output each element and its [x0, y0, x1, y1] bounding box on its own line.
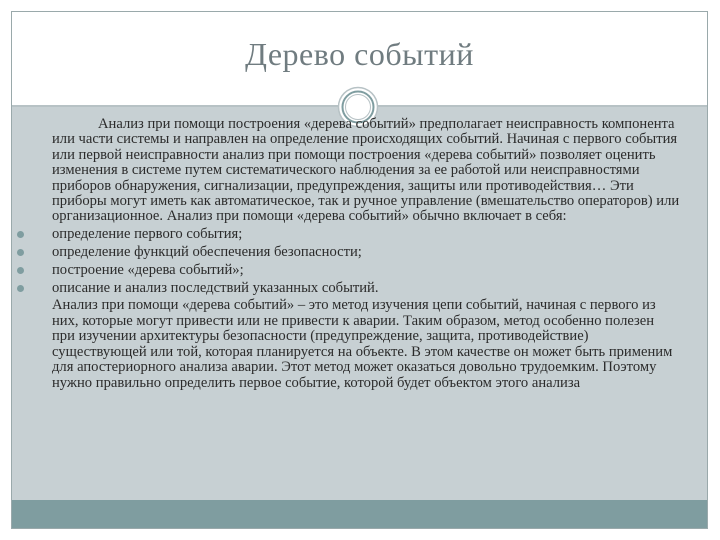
- slide-body: [40, 117, 680, 391]
- list-item: [40, 245, 680, 260]
- conclusion-paragraph: Анализ при помощи «дерева событий» – это метод изучения цепи событий, начиная с первого из них, которые могут привести или не привести к аварии. Таким образом, метод особенно полезен при изучении архитектуры безопасности (предупреждение, защита, противодействие) существующей или той, которая планируется на объекте. В этом качестве он может быть применим для апостериорного анализа аварии. Этот метод может оказаться довольно трудоемким. Поэтому нужно правильно определить первое событие, которой будет объектом этого анализа: [52, 297, 673, 391]
- list-item: [40, 281, 680, 296]
- list-item: [40, 227, 680, 242]
- list-item-text: построение «дерева событий»;: [52, 261, 244, 278]
- slide-title: Дерево событий: [245, 36, 474, 72]
- list-item-text: определение первого события;: [52, 225, 243, 242]
- list-item: [40, 263, 680, 278]
- list-item-text: описание и анализ последствий указанных событий.: [52, 279, 379, 296]
- bottom-band: [12, 500, 707, 529]
- bullet-dot-icon: [17, 285, 24, 292]
- bullet-dot-icon: [17, 267, 24, 274]
- bullet-dot-icon: [17, 231, 24, 238]
- list-item-text: определение функций обеспечения безопасности;: [52, 243, 362, 260]
- intro-paragraph: Анализ при помощи построения «дерева событий» предполагает неисправность компонента или части системы и направлен на определение происходящих событий. Начиная с первого события или первой неисправности анализ при помощи построения «дерева событий» позволяет оценить изменения в системе путем систематического наблюдения за ее работой или неисправностями приборов обнаружения, сигнализации, предупреждения, защиты или противодействия… Эти приборы могут иметь как автоматическое, так и ручное управление (вмешательство операторов) или организационное. Анализ при помощи «дерева событий» обычно включает в себя:: [52, 116, 680, 225]
- bullet-list: [40, 227, 680, 296]
- bullet-dot-icon: [17, 249, 24, 256]
